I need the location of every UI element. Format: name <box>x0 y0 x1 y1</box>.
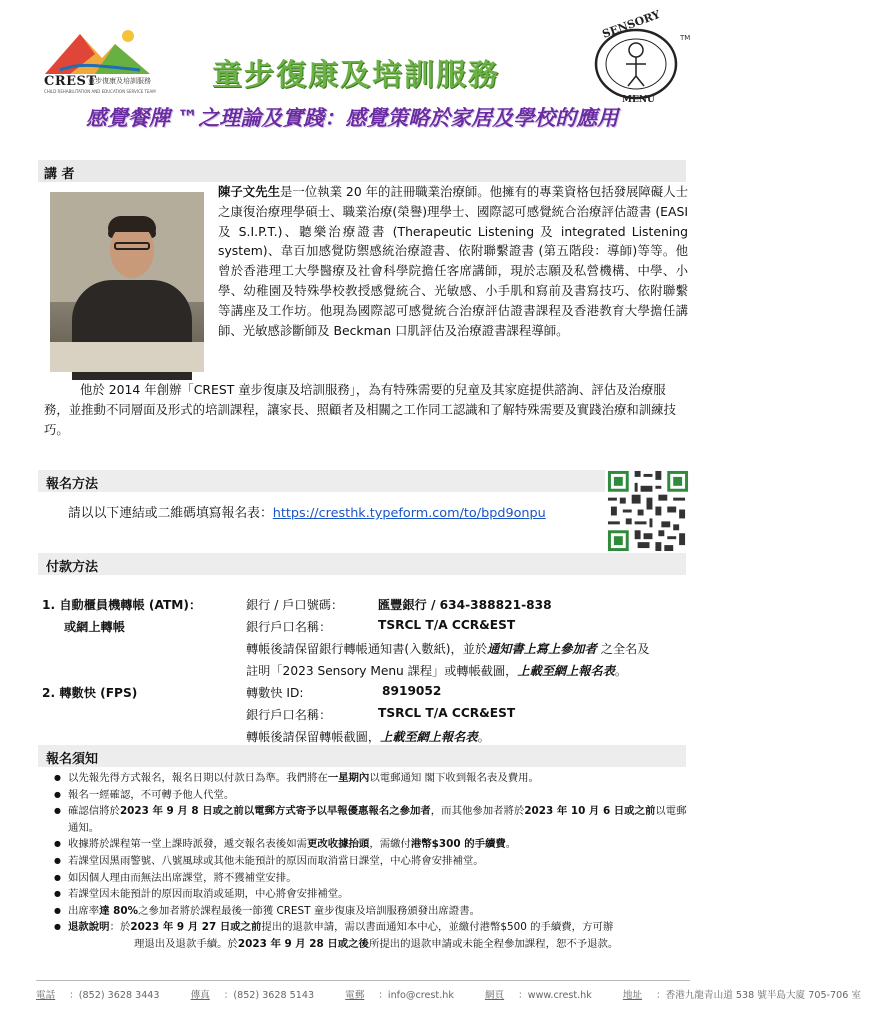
fps-name-label: 銀行戶口名稱： <box>246 708 332 722</box>
sensory-menu-icon <box>586 7 696 105</box>
payment-method-2-label: 2. 轉數快 (FPS) <box>42 686 138 700</box>
footer-website[interactable]: 網頁 ：www.crest.hk <box>484 990 592 1001</box>
speaker-section-header: 講 者 <box>38 160 686 182</box>
svg-text:SENSORY: SENSORY <box>600 7 662 41</box>
notes-section-header: 報名須知 <box>38 745 686 767</box>
payment-section-header: 付款方法 <box>38 553 686 575</box>
registration-section-header: 報名方法 <box>38 470 686 492</box>
qr-code-icon[interactable] <box>605 466 691 556</box>
list-item: ● 若課堂因未能預計的原因而取消或延期，中心將會安排補堂。 <box>54 886 694 903</box>
crest-chinese-name: 童步復康及培訓服務 <box>88 77 151 85</box>
tm-mark: TM <box>680 34 691 42</box>
list-item: ● 如因個人理由而無法出席課堂，將不獲補堂安排。 <box>54 870 694 887</box>
course-title <box>86 102 618 132</box>
svg-text:MENU: MENU <box>622 95 655 105</box>
speaker-photo <box>50 192 204 372</box>
org-title: 童步復康及培訓服務 <box>212 58 500 93</box>
sensory-menu-logo <box>586 7 696 105</box>
bank-account-label: 銀行 / 戶口號碼： <box>246 598 344 612</box>
fps-note: 轉帳後請保留轉帳截圖，上載至網上報名表。 <box>246 730 490 744</box>
registration-link[interactable]: https://cresthk.typeform.com/to/bpd9onpu <box>272 506 546 521</box>
footer-divider <box>36 980 690 981</box>
crest-wordmark: CREST <box>44 74 97 89</box>
fps-name-value: TSRCL T/A CCR&EST <box>378 706 516 720</box>
bank-account-value: 匯豐銀行 / 634-388821-838 <box>378 598 552 612</box>
payment-method-1-label: 1. 自動櫃員機轉帳 (ATM)： <box>42 598 202 612</box>
list-item: ● 確認信將於2023 年 9 月 8 日或之前以電郵方式寄予以早報優惠報名之參加者，而其他參加者將於2023 年 10 月 6 日或之前以電郵通知。 <box>54 803 694 836</box>
crest-logo <box>40 26 165 96</box>
speaker-bio-paragraph-2: 他於 2014 年創辦「CREST 童步復康及培訓服務」，為有特殊需要的兒童及其家庭提供諮詢、評估及治療服務，並推動不同層面及形式的培訓課程，讓家長、照顧者及相關之工作同工認識和了解特殊需要及實踐治療和訓練技巧。 <box>44 382 676 437</box>
atm-note-line-2: 註明「2023 Sensory Menu 課程」或轉帳截圖，上載至網上報名表。 <box>246 664 628 678</box>
registration-text: 請以以下連結或二維碼填寫報名表： <box>68 506 273 521</box>
course-title-sub: 感覺策略於家居及學校的應用 <box>345 106 619 130</box>
footer-email[interactable]: 電郵 ：info@crest.hk <box>345 990 454 1001</box>
atm-note-line-1: 轉帳後請保留銀行轉帳通知書(入數紙)，並於通知書上寫上參加者 之全名及 <box>246 642 650 656</box>
fps-id-value: 8919052 <box>382 684 442 698</box>
footer-phone: 電話 ：(852) 3628 3443 <box>36 990 160 1001</box>
notes-list <box>54 770 694 953</box>
fps-id-label: 轉數快 ID: <box>246 686 304 700</box>
list-item: ● 出席率達 80%之參加者將於課程最後一節獲 CREST 童步復康及培訓服務頒發出席證書。 <box>54 903 694 920</box>
crest-english-name: CHILD REHABILITATION AND EDUCATION SERVICE TEAM <box>44 89 156 94</box>
list-item: ● 報名一經確認，不可轉予他人代堂。 <box>54 787 694 804</box>
registration-instructions <box>68 502 546 521</box>
payment-method-1-label-2: 或網上轉帳 <box>64 620 125 634</box>
speaker-bio-text: 是一位執業 20 年的註冊職業治療師。他擁有的專業資格包括發展障礙人士之康復治療理學碩士、職業治療(榮譽)理學士、國際認可感覺統合治療評估證書 (EASI 及 S.I.P.T.)、聽樂治療證書 (Therapeutic Listening 及 integrated Listening system)、韋百加感覺防禦感統治療證書、依附聯繫證書 (第五階段：導師)等等。他曾於香港理工大學醫療及社會科學院擔任客席講師，現於志願及私營機構、中學、小學、幼稚園及特殊學校教授感覺統合、光敏感、小手肌和寫前及書寫技巧、依附聯繫等講座及工作坊。他現為國際認可感覺統合治療評估證書課程及香港教育大學擔任講師、光敏感診斷師及 Beckman 口肌評估及治療證書課程導師。 <box>218 184 688 338</box>
list-item: ● 以先報先得方式報名，報名日期以付款日為準。我們將在一星期內以電郵通知 閣下收到報名表及費用。 <box>54 770 694 787</box>
list-item: ● 退款說明：於2023 年 9 月 27 日或之前提出的退款申請，需以書面通知本中心，並繳付港幣$500 的手續費，方可辦 理退出及退款手續。於2023 年 9 月 28 日或之後所提出的退款申請或未能全程參加課程，恕不予退款。 <box>54 919 694 952</box>
course-title-main: 感覺餐牌 ™之理論及實踐： <box>86 106 346 130</box>
list-item: ● 收據將於課程第一堂上課時派發，遞交報名表後如需更改收據抬頭，需繳付港幣$300 的手續費。 <box>54 836 694 853</box>
footer-address: 地址 ：香港九龍青山道 538 號半島大廈 705-706 室 <box>622 990 861 1001</box>
list-item: ● 若課堂因黑雨警號、八號風球或其他未能預計的原因而取消當日課堂，中心將會安排補堂。 <box>54 853 694 870</box>
footer-contact <box>36 987 861 1001</box>
mountain-logo-icon <box>40 26 160 76</box>
footer-fax: 傳真 ：(852) 3628 5143 <box>190 990 315 1001</box>
speaker-bio <box>218 182 688 340</box>
speaker-name: 陳子文先生 <box>218 184 280 199</box>
bank-account-name-label: 銀行戶口名稱： <box>246 620 332 634</box>
bank-account-name-value: TSRCL T/A CCR&EST <box>378 618 516 632</box>
